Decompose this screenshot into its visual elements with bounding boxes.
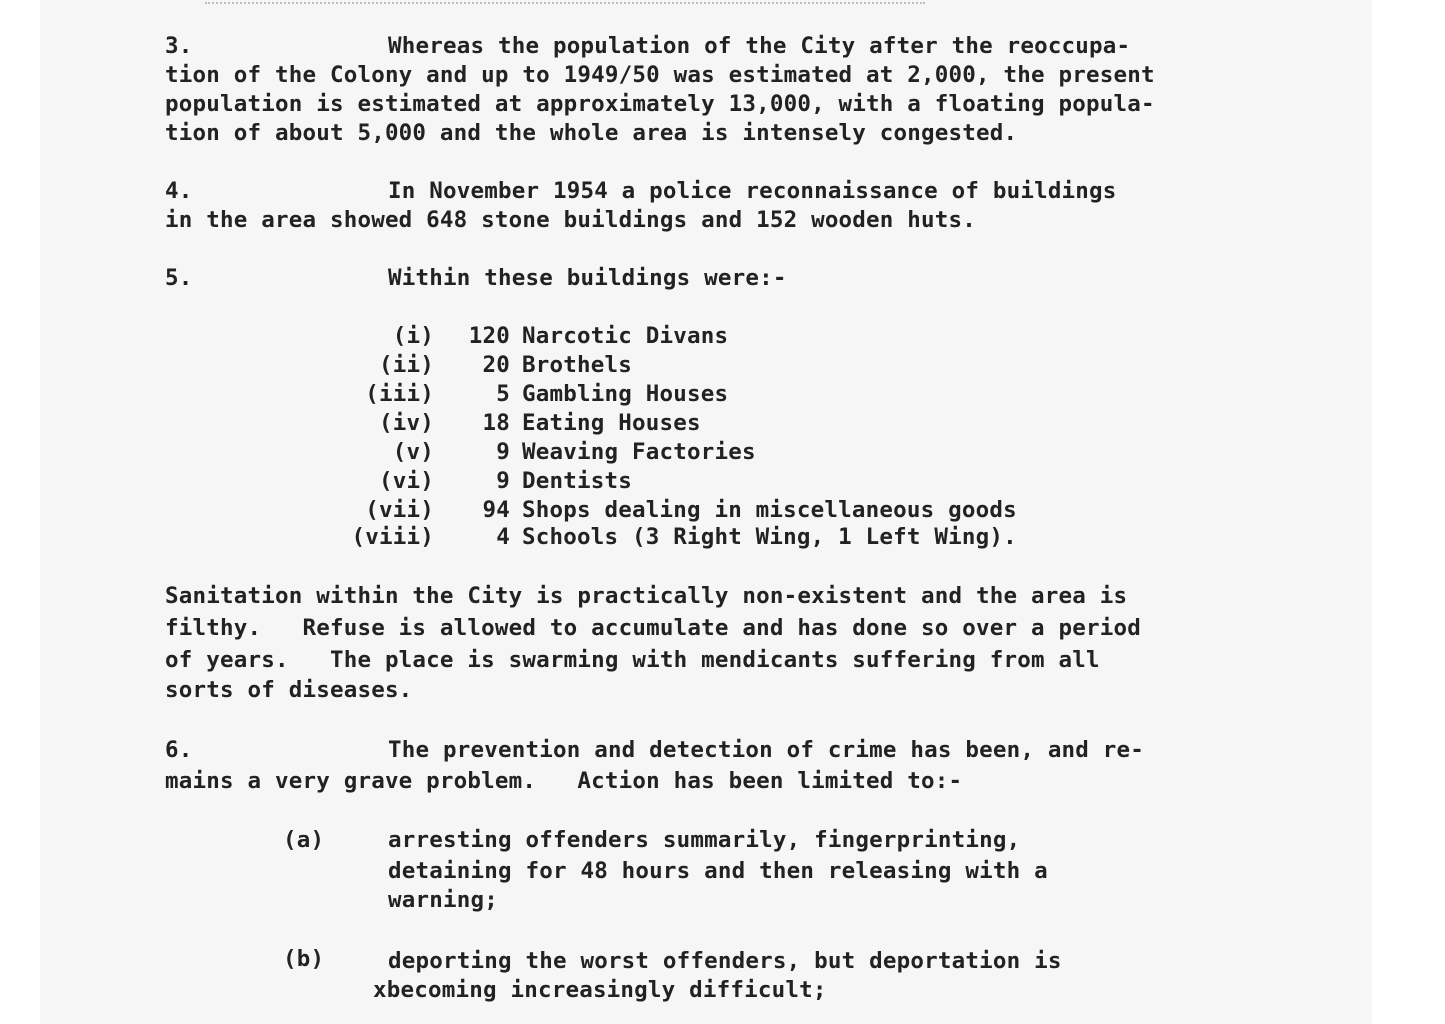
list-numeral: (vii) bbox=[365, 497, 434, 523]
list-label: Schools (3 Right Wing, 1 Left Wing). bbox=[522, 524, 1017, 550]
paragraph-line: of years. The place is swarming with mendicants suffering from all bbox=[165, 647, 1100, 673]
document-page bbox=[40, 0, 1372, 1024]
subitem-line: deporting the worst offenders, but deportation is bbox=[388, 948, 1062, 974]
paragraph-line: In November 1954 a police reconnaissance of buildings bbox=[388, 178, 1117, 204]
list-count: 4 bbox=[496, 524, 510, 550]
paragraph-line: Whereas the population of the City after the reoccupa- bbox=[388, 33, 1131, 59]
list-numeral: (ii) bbox=[379, 352, 434, 378]
paragraph-line: The prevention and detection of crime has been, and re- bbox=[388, 737, 1145, 763]
paragraph-line: population is estimated at approximately 13,000, with a floating popula- bbox=[165, 91, 1155, 117]
subitem-letter: (a) bbox=[283, 827, 325, 853]
paragraph-line: mains a very grave problem. Action has been limited to:- bbox=[165, 768, 963, 794]
paragraph-line: tion of about 5,000 and the whole area is intensely congested. bbox=[165, 120, 1018, 146]
paragraph-number: 6. bbox=[165, 737, 193, 763]
subitem-line: xbecoming increasingly difficult; bbox=[373, 977, 827, 1003]
list-count: 20 bbox=[482, 352, 510, 378]
cut-off-top-line bbox=[205, 0, 925, 4]
list-numeral: (iv) bbox=[379, 410, 434, 436]
list-count: 18 bbox=[482, 410, 510, 436]
list-label: Brothels bbox=[522, 352, 632, 378]
list-label: Gambling Houses bbox=[522, 381, 729, 407]
paragraph-number: 5. bbox=[165, 265, 193, 291]
list-label: Eating Houses bbox=[522, 410, 701, 436]
list-label: Shops dealing in miscellaneous goods bbox=[522, 497, 1017, 523]
paragraph-line: sorts of diseases. bbox=[165, 677, 413, 703]
list-label: Dentists bbox=[522, 468, 632, 494]
list-count: 94 bbox=[482, 497, 510, 523]
paragraph-line: tion of the Colony and up to 1949/50 was estimated at 2,000, the present bbox=[165, 62, 1155, 88]
list-numeral: (vi) bbox=[379, 468, 434, 494]
list-label: Narcotic Divans bbox=[522, 323, 729, 349]
paragraph-number: 4. bbox=[165, 178, 193, 204]
paragraph-line: filthy. Refuse is allowed to accumulate and has done so over a period bbox=[165, 615, 1141, 641]
subitem-letter: (b) bbox=[283, 946, 325, 972]
list-intro: Within these buildings were:- bbox=[388, 265, 787, 291]
subitem-line: warning; bbox=[388, 887, 498, 913]
list-count: 9 bbox=[496, 439, 510, 465]
list-numeral: (i) bbox=[392, 323, 434, 349]
subitem-line: detaining for 48 hours and then releasing with a bbox=[388, 858, 1048, 884]
list-numeral: (viii) bbox=[351, 524, 434, 550]
paragraph-number: 3. bbox=[165, 33, 193, 59]
list-count: 120 bbox=[468, 323, 510, 349]
list-label: Weaving Factories bbox=[522, 439, 756, 465]
list-numeral: (v) bbox=[392, 439, 434, 465]
list-count: 5 bbox=[496, 381, 510, 407]
paragraph-line: Sanitation within the City is practically non-existent and the area is bbox=[165, 583, 1128, 609]
subitem-line: arresting offenders summarily, fingerprinting, bbox=[388, 827, 1021, 853]
list-numeral: (iii) bbox=[365, 381, 434, 407]
paragraph-line: in the area showed 648 stone buildings and 152 wooden huts. bbox=[165, 207, 977, 233]
list-count: 9 bbox=[496, 468, 510, 494]
